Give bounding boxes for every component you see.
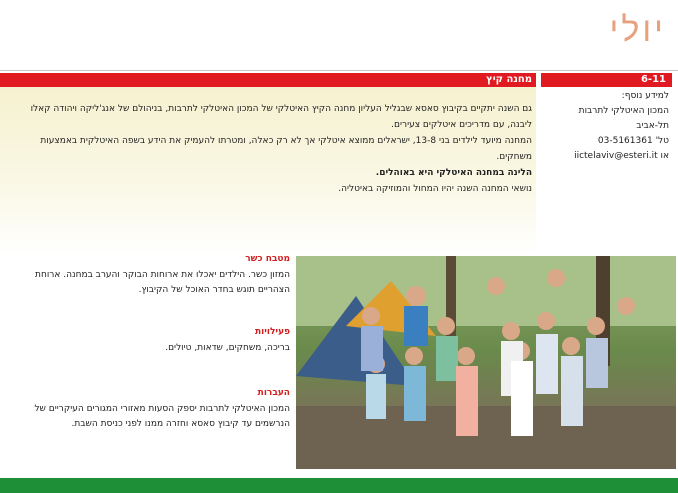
- section-kosher: [10, 252, 290, 298]
- info-phone: טל' 03-5161361: [597, 136, 669, 146]
- month-title: יולי: [609, 10, 666, 50]
- main-paragraph-bold: הלינה במחנה האיטלקי היא באוהלים.: [375, 168, 532, 178]
- section-title: מטבח כשר: [245, 254, 290, 264]
- section-body: בריכה, משחקים, שדאות, טיולים.: [165, 343, 290, 353]
- info-line: למידע נוסף:: [621, 91, 669, 101]
- footer-bar: [0, 478, 678, 493]
- main-paragraph: נושאי המחנה השנה יהיו המחול והמוזיקה באיטליה.: [338, 184, 532, 194]
- section-body: המזון כשר. הילדים יאכלו את ארוחות הבוקר והערב במחנה. ארוחת הצהריים תוגש בחדר האוכל של הקיבוץ.: [35, 270, 290, 295]
- info-line: המכון האיטלקי לתרבות: [578, 106, 669, 116]
- info-line: תל-אביב: [636, 121, 669, 131]
- camp-photo-illustration: [296, 256, 676, 469]
- main-paragraph: המחנה מיועד לילדים בני 13-8, ישראלים ממוצא איטלקי אך לא רק כאלה, ומטרתו להעמיק את הידע בשפה האיטלקית באמצעות משחקים.: [40, 136, 532, 162]
- section-transport: [10, 386, 290, 432]
- section-body: המכון האיטלקי לתרבות יספק הסעות מאזורי המגורים העיקריים של הנרשמים עד קיבוץ סאסא וחזרה ממנו לפני כניסת השבת.: [34, 404, 290, 429]
- side-info-panel: [541, 87, 672, 255]
- section-title: העברות: [257, 388, 290, 398]
- header-rule: [0, 70, 678, 71]
- side-bar: 6-11: [541, 73, 672, 87]
- main-bar: מחנה קיץ: [0, 73, 536, 87]
- info-email[interactable]: או iictelaviv@esteri.it: [574, 151, 669, 161]
- camp-photo: [296, 256, 676, 469]
- section-title: פעילויות: [255, 327, 290, 337]
- section-activities: [10, 325, 290, 356]
- main-paragraph: גם השנה יתקיים בקיבוץ סאסא שבגליל העליון מחנה הקיץ האיטלקי של המכון האיטלקי לתרבות, בניהולם של אנג'ליקה ויהודה קאלו ליבנה, עם מדריכים איטלקים צעירים.: [30, 104, 532, 130]
- main-panel: [0, 87, 536, 255]
